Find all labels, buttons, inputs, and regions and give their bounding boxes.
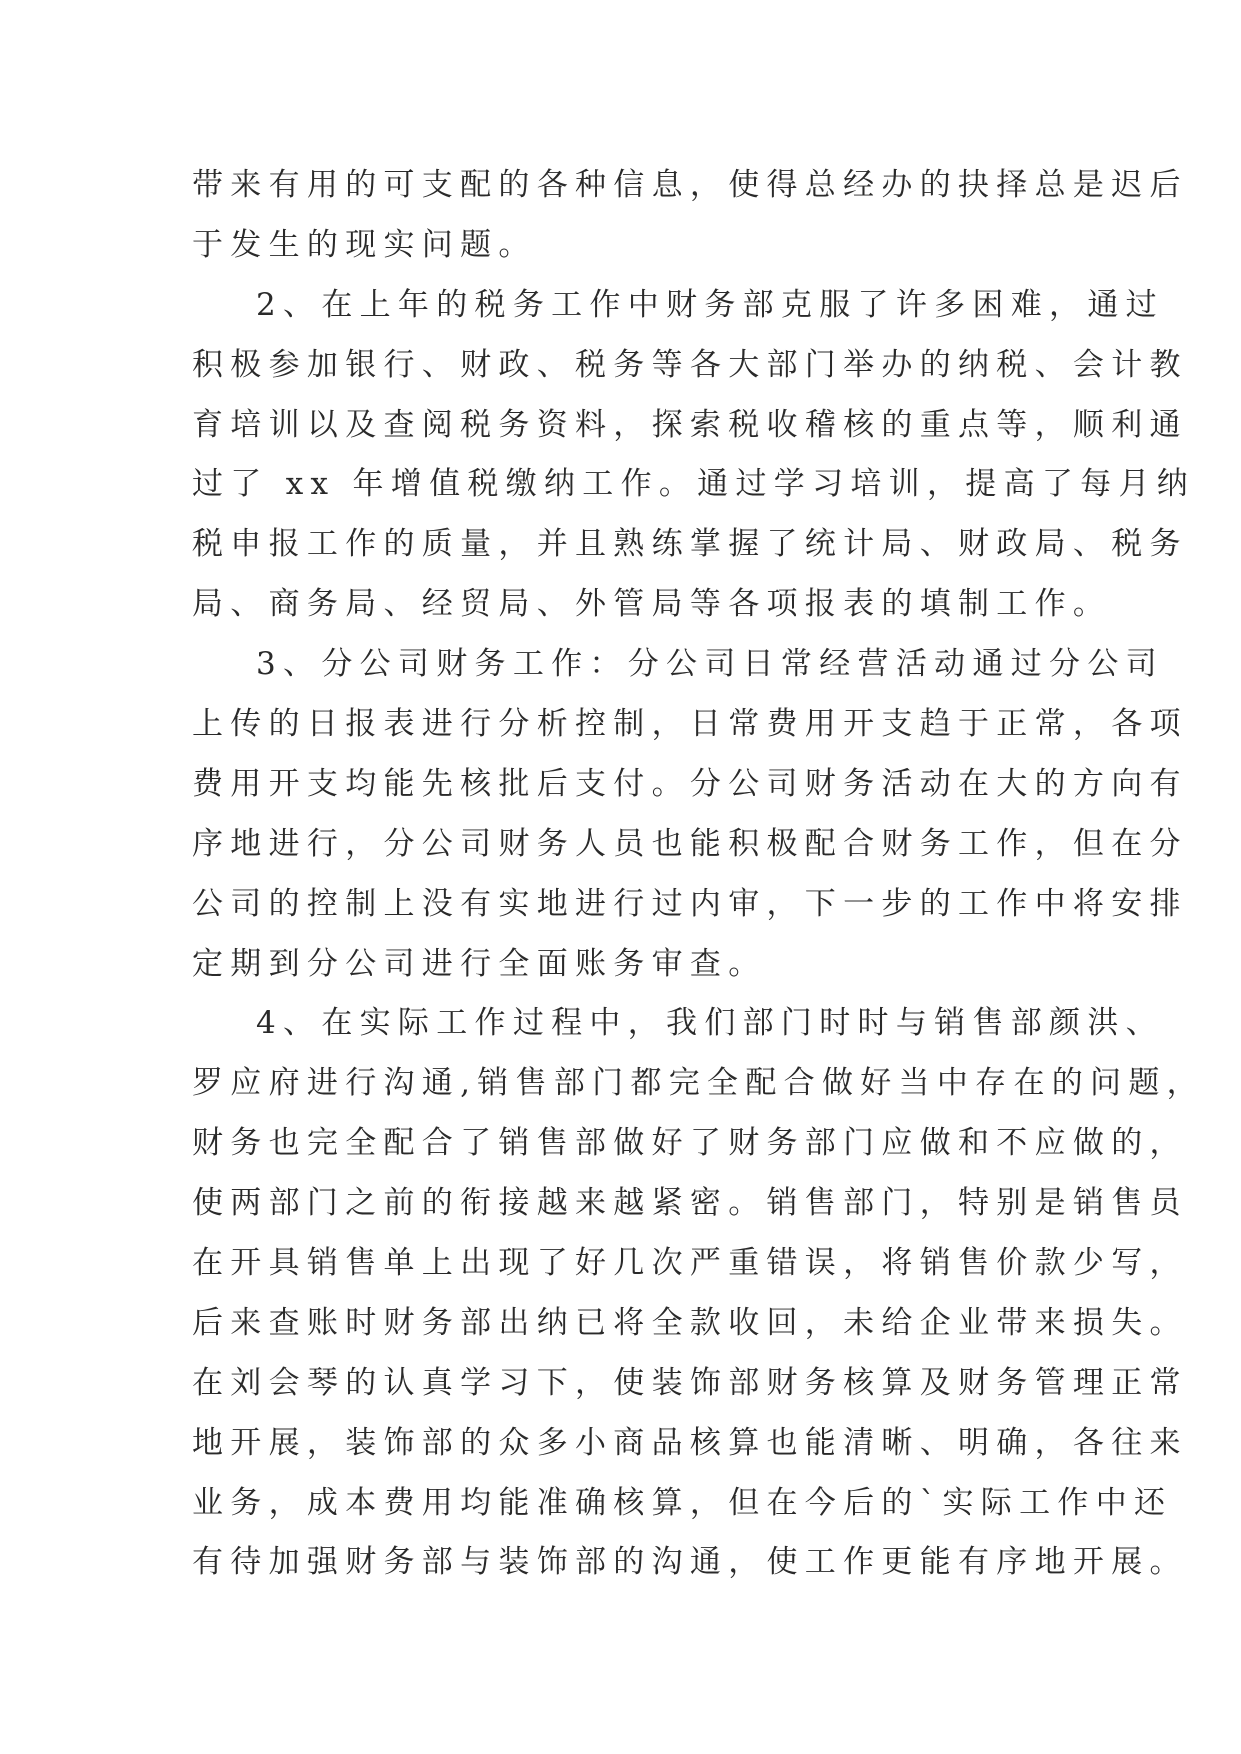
paragraph-3-start: 3、分公司财务工作：分公司日常经营活动通过分公司 <box>256 646 1164 683</box>
text-line: 带来有用的可支配的各种信息，使得总经办的抉择总是迟后 <box>192 167 1188 203</box>
text-line: 地开展，装饰部的众多小商品核算也能清晰、明确，各往来 <box>192 1424 1188 1461</box>
text-line: 财务也完全配合了销售部做好了财务部门应做和不应做的， <box>192 1125 1188 1162</box>
text-line: 公司的控制上没有实地进行过内审，下一步的工作中将安排 <box>192 885 1188 922</box>
text-line: 有待加强财务部与装饰部的沟通，使工作更能有序地开展。 <box>192 1544 1188 1581</box>
paragraph-4-start: 4、在实际工作过程中，我们部门时时与销售部颜洪、 <box>256 1005 1164 1042</box>
text-line: 在开具销售单上出现了好几次严重错误，将销售价款少写， <box>192 1245 1188 1282</box>
text-line: 序地进行，分公司财务人员也能积极配合财务工作，但在分 <box>192 825 1188 862</box>
text-line: 罗应府进行沟通,销售部门都完全配合做好当中存在的问题， <box>192 1065 1205 1102</box>
paragraph-2-start: 2、在上年的税务工作中财务部克服了许多困难，通过 <box>256 286 1164 323</box>
text-line: 使两部门之前的衔接越来越紧密。销售部门，特别是销售员 <box>192 1185 1188 1222</box>
body-text <box>192 156 1205 1593</box>
text-line: 过了 xx 年增值税缴纳工作。通过学习培训，提高了每月纳 <box>192 466 1196 503</box>
text-line: 税申报工作的质量，并且熟练掌握了统计局、财政局、税务 <box>192 526 1188 563</box>
text-line: 在刘会琴的认真学习下，使装饰部财务核算及财务管理正常 <box>192 1364 1188 1401</box>
text-line: 育培训以及查阅税务资料，探索税收稽核的重点等，顺利通 <box>192 406 1188 443</box>
text-line: 积极参加银行、财政、税务等各大部门举办的纳税、会计教 <box>192 346 1188 383</box>
text-line: 上传的日报表进行分析控制，日常费用开支趋于正常，各项 <box>192 706 1188 743</box>
text-line: 定期到分公司进行全面账务审查。 <box>192 945 767 982</box>
text-line: 业务，成本费用均能准确核算，但在今后的`实际工作中还 <box>192 1484 1173 1521</box>
text-line: 于发生的现实问题。 <box>192 226 537 263</box>
text-line: 局、商务局、经贸局、外管局等各项报表的填制工作。 <box>192 586 1112 623</box>
text-line: 后来查账时财务部出纳已将全款收回，未给企业带来损失。 <box>192 1304 1188 1341</box>
text-line: 费用开支均能先核批后支付。分公司财务活动在大的方向有 <box>192 765 1188 802</box>
